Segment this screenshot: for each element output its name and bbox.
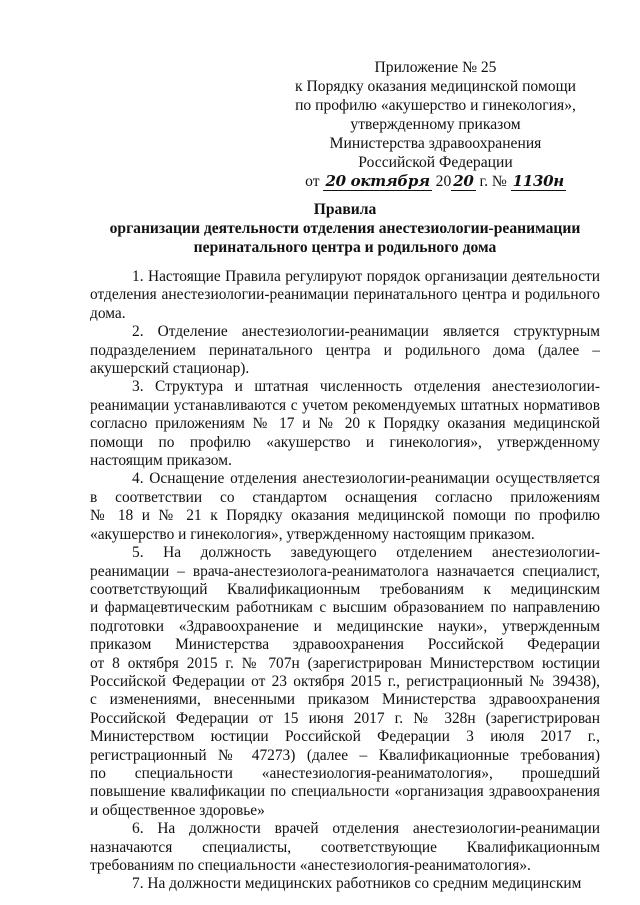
paragraph-line: 7. На должности медицинских работников со средним медицинским: [132, 875, 582, 893]
paragraph-line: настоящим приказом.: [90, 452, 232, 470]
appendix-reference-line: Российской Федерации: [358, 154, 513, 171]
appendix-reference-line: утвержденному приказом: [350, 116, 521, 133]
paragraph-line: реанимации – врача-анестезиолога-реаниматолога назначается специалист,: [90, 562, 600, 580]
handwritten-year: 20: [453, 172, 474, 190]
paragraph-line: согласно приложениям № 17 и № 20 к Порядку оказания медицинской: [90, 415, 600, 433]
paragraph-line: 4. Оснащение отделения анестезиологии-реанимации осуществляется: [132, 470, 600, 488]
paragraph-line: по специальности «анестезиология-реаниматология», прошедший: [90, 764, 600, 782]
paragraph-line: отделения анестезиологии-реанимации перинатального центра и родильного: [90, 286, 600, 304]
paragraph-line: Российской Федерации от 15 июня 2017 г. № 328н (зарегистрирован: [90, 709, 600, 727]
paragraph-5: [90, 544, 600, 820]
paragraph-7: [90, 875, 600, 893]
paragraph-4: [90, 470, 600, 544]
paragraph-line: приказом Министерства здравоохранения Российской Федерации: [90, 636, 600, 654]
paragraph-line: подразделением перинатального центра и родильного дома (далее –: [90, 341, 600, 359]
paragraph-line: от 8 октября 2015 г. № 707н (зарегистрирован Министерством юстиции: [90, 654, 600, 672]
paragraph-6: [90, 820, 600, 875]
paragraph-line: Министерством юстиции Российской Федерации 3 июля 2017 г.,: [90, 728, 600, 746]
paragraph-3: [90, 378, 600, 470]
paragraph-line: в соответствии со стандартом оснащения согласно приложениям: [90, 488, 600, 506]
paragraph-line: реанимации устанавливаются с учетом рекомендуемых штатных нормативов: [90, 396, 600, 414]
title-subheading: организации деятельности отделения анестезиологии-реанимации: [109, 220, 581, 237]
handwritten-order-number: 1130н: [512, 172, 564, 190]
paragraph-line: с изменениями, внесенными приказом Министерства здравоохранения: [90, 691, 600, 709]
title-subheading: перинатального центра и родильного дома: [193, 239, 497, 256]
paragraph-line: соответствующий Квалификационным требованиям к медицинским: [90, 580, 600, 598]
handwritten-date: 20 октября: [325, 172, 430, 190]
appendix-date-line: [288, 172, 583, 191]
paragraph-line: помощи по профилю «акушерство и гинекология», утвержденному: [90, 433, 600, 451]
date-prefix: от: [305, 173, 320, 190]
paragraph-line: 1. Настоящие Правила регулируют порядок организации деятельности: [132, 268, 600, 285]
paragraph-line: акушерский стационар).: [90, 360, 250, 378]
appendix-reference-line: Министерства здравоохранения: [329, 135, 542, 152]
paragraph-line: повышение квалификации по специальности «организация здравоохранения: [90, 783, 600, 801]
paragraph-line: регистрационный № 47273) (далее – Квалификационные требования): [90, 746, 600, 764]
paragraph-line: назначаются специалисты, соответствующие Квалификационным: [90, 838, 600, 856]
paragraph-2: [90, 323, 600, 378]
year-prefix: 20: [435, 173, 452, 190]
paragraph-line: требованиям по специальности «анестезиология-реаниматология».: [90, 857, 531, 874]
paragraph-line: подготовки «Здравоохранение и медицинские науки», утвержденным: [90, 617, 600, 635]
paragraph-line: 3. Структура и штатная численность отделения анестезиологии-: [132, 378, 600, 396]
paragraph-line: и общественное здоровье»: [90, 801, 265, 819]
paragraph-line: 6. На должности врачей отделения анестезиологии-реанимации: [132, 820, 600, 838]
paragraph-line: дома.: [90, 304, 126, 322]
paragraph-line: «акушерство и гинекология», утвержденному настоящим приказом.: [90, 525, 535, 543]
paragraph-line: Российской Федерации от 23 октября 2015 г., регистрационный № 39438),: [90, 672, 600, 690]
paragraph-1: [90, 268, 600, 323]
appendix-number: Приложение № 25: [374, 59, 497, 76]
appendix-reference-line: к Порядку оказания медицинской помощи: [295, 78, 576, 95]
paragraph-line: 2. Отделение анестезиологии-реанимации является структурным: [132, 323, 600, 341]
document-title: [90, 200, 600, 257]
paragraph-line: и фармацевтическим работникам с высшим образованием по направлению: [90, 599, 600, 617]
document-body: [90, 268, 600, 894]
paragraph-line: 5. На должность заведующего отделением анестезиологии-: [132, 544, 600, 562]
paragraph-line: № 18 и № 21 к Порядку оказания медицинской помощи по профилю: [90, 507, 600, 525]
order-number-prefix: г. №: [479, 173, 507, 190]
appendix-header: [288, 58, 583, 191]
appendix-reference-line: по профилю «акушерство и гинекология»,: [295, 97, 576, 114]
title-heading: Правила: [313, 201, 377, 218]
